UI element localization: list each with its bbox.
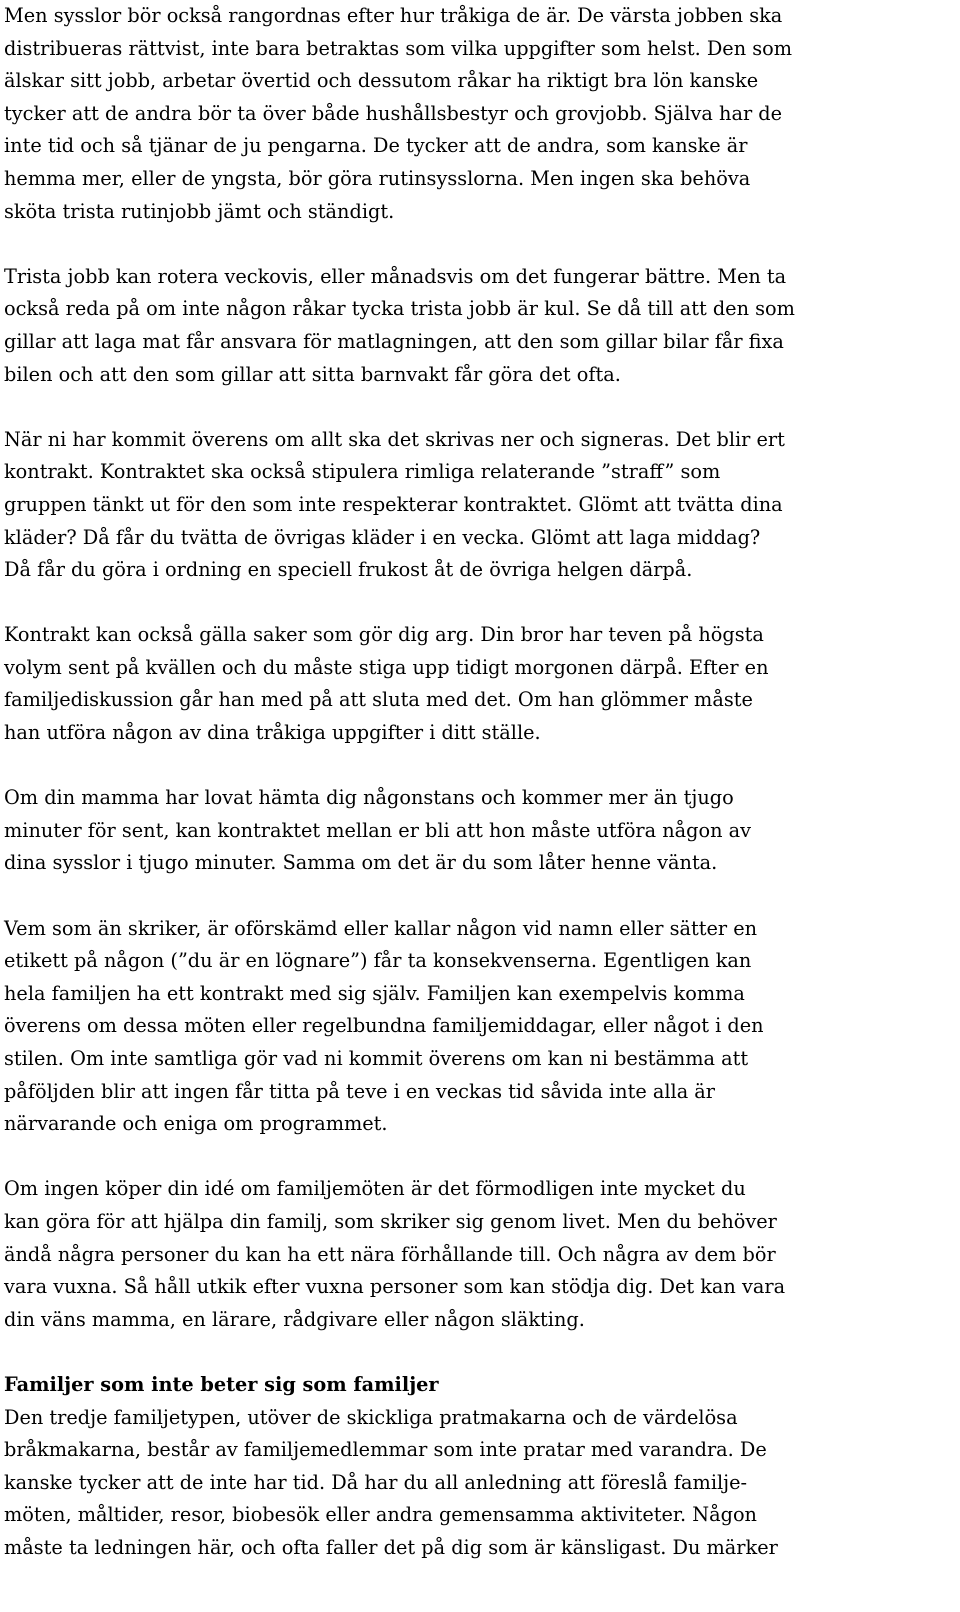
- paragraph-gap: [4, 1336, 956, 1369]
- section-heading: Familjer som inte beter sig som familjer: [4, 1372, 439, 1396]
- paragraph-gap: [4, 391, 956, 424]
- paragraph-rotating-jobs: Trista jobb kan rotera veckovis, eller månadsvis om det fungerar bättre. Men ta också reda på om inte någon råkar tycka trista jobb är kul. Se då till att den som gillar att laga mat får ansvara för matlagningen, att den som gillar bilar får fixa bilen och att den som gillar att sitta barnvakt får göra det ofta.: [4, 264, 795, 386]
- paragraph-consequences: Vem som än skriker, är oförskämd eller kallar någon vid namn eller sätter en etikett på någon (”du är en lögnare”) får ta konsekvenserna. Egentligen kan hela familjen ha ett kontrakt med sig själv. Familjen kan exempelvis komma överens om dessa möten eller regelbundna familjemiddagar, eller något i den stilen. Om inte samtliga gör vad ni kommit överens om kan ni bestämma att påföljden blir att ingen får titta på teve i en veckas tid såvida inte alla är närvarande och eniga om programmet.: [4, 916, 764, 1136]
- paragraph-chore-ranking: Men sysslor bör också rangordnas efter hur tråkiga de är. De värsta jobben ska distribueras rättvist, inte bara betraktas som vilka uppgifter som helst. Den som älskar sitt jobb, arbetar övertid och dessutom råkar ha riktigt bra lön kanske tycker att de andra bör ta över både hushållsbestyr och grovjobb. Själva har de inte tid och så tjänar de ju pengarna. De tycker att de andra, som kanske är hemma mer, eller de yngsta, bör göra rutinsysslorna. Men ingen ska behöva sköta trista rutinjobb jämt och ständigt.: [4, 4, 793, 223]
- paragraph-gap: [4, 880, 956, 913]
- paragraph-gap: [4, 750, 956, 783]
- paragraph-gap: [4, 587, 956, 620]
- paragraph-support-adults: Om ingen köper din idé om familjemöten är det förmodligen inte mycket du kan göra för att hjälpa din familj, som skriker sig genom livet. Men du behöver ändå några personer du kan ha ett nära förhållande till. Och några av dem bör vara vuxna. Så håll utkik efter vuxna personer som kan stödja dig. Det kan vara din väns mamma, en lärare, rådgivare eller någon släkting.: [4, 1177, 786, 1331]
- paragraph-gap: [4, 228, 956, 261]
- paragraph-mother-example: Om din mamma har lovat hämta dig någonstans och kommer mer än tjugo minuter för sent, kan kontraktet mellan er bli att hon måste utföra någon av dina sysslor i tjugo minuter. Samma om det är du som låter henne vänta.: [4, 786, 752, 875]
- paragraph-gap: [4, 1141, 956, 1174]
- paragraph-contract: När ni har kommit överens om allt ska det skrivas ner och signeras. Det blir ert kontrakt. Kontraktet ska också stipulera rimliga relaterande ”straff” som gruppen tänkt ut för den som inte respekterar kontraktet. Glömt att tvätta dina kläder? Då får du tvätta de övrigas kläder i en vecka. Glömt att laga middag? Då får du göra i ordning en speciell frukost åt de övriga helgen därpå.: [4, 427, 785, 582]
- section-body: Den tredje familjetypen, utöver de skickliga pratmakarna och de värdelösa bråkmakarna, består av familjemedlemmar som inte pratar med varandra. De kanske tycker att de inte har tid. Då har du all anledning att föreslå familje- möten, måltider, resor, biobesök eller andra gemensamma aktiviteter. Någon måste ta ledningen här, och ofta faller det på dig som är känsligast. Du märker: [4, 1405, 778, 1559]
- paragraph-contract-anger: Kontrakt kan också gälla saker som gör dig arg. Din bror har teven på högsta volym sent på kvällen och du måste stiga upp tidigt morgonen därpå. Efter en familjediskussion går han med på att sluta med det. Om han glömmer måste han utföra någon av dina tråkiga uppgifter i ditt ställe.: [4, 623, 769, 745]
- document-page: [4, 0, 956, 1565]
